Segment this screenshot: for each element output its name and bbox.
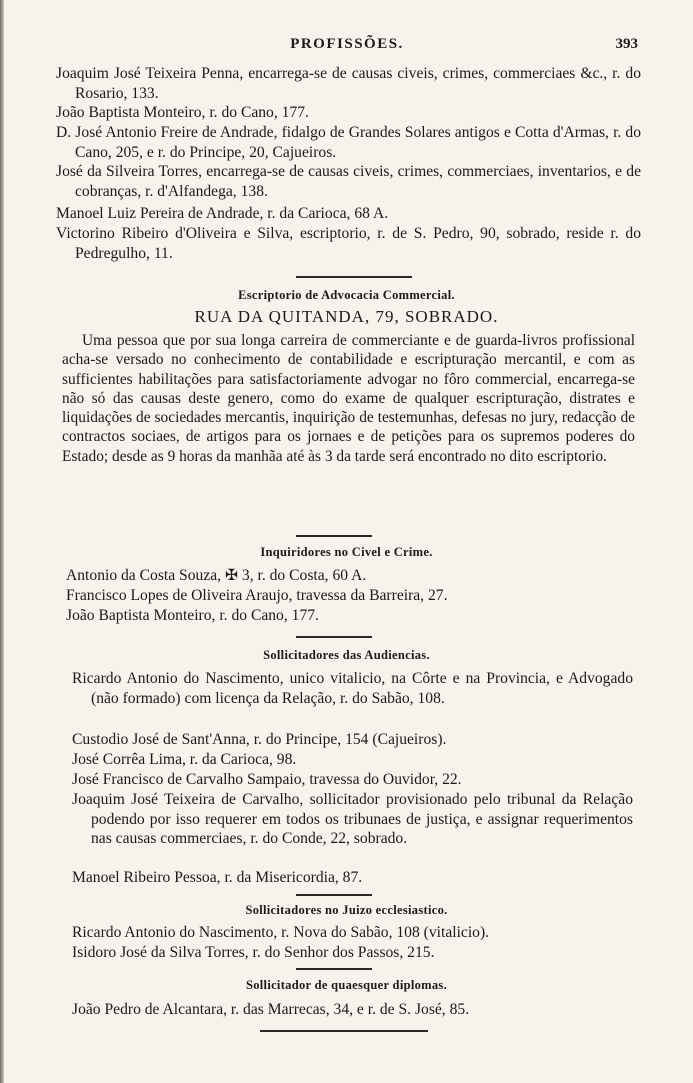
list-item: Antonio da Costa Souza, ✠ 3, r. do Costa, 60 A. <box>66 567 367 584</box>
list-item: Joaquim José Teixeira de Carvalho, sollicitador provisionado pelo tribunal da Relação podendo por isso requerer em todos os tribunaes de justiça, e assignar requerimentos nas causas commerciaes, r. do Conde, 22, sobrado. <box>72 791 633 847</box>
list-item: Joaquim José Teixeira Penna, encarrega-se de causas civeis, crimes, commerciaes &c., r. do Rosario, 133. <box>56 65 641 102</box>
list-item: Manoel Ribeiro Pessoa, r. da Misericordia, 87. <box>72 869 363 886</box>
page-number: 393 <box>615 36 638 52</box>
section-divider <box>296 276 412 278</box>
section-heading: Sollicitadores no Juizo ecclesiastico. <box>245 903 448 917</box>
section-heading: Sollicitador de quaesquer diplomas. <box>245 978 448 992</box>
list-item: Victorino Ribeiro d'Oliveira e Silva, escriptorio, r. de S. Pedro, 90, sobrado, reside r. do Pedregulho, 11. <box>56 225 641 262</box>
list-item: D. José Antonio Freire de Andrade, fidalgo de Grandes Solares antigos e Cotta d'Armas, r. do Cano, 205, e r. do Principe, 20, Cajueiros. <box>56 124 641 161</box>
list-item: Ricardo Antonio do Nascimento, r. Nova do Sabão, 108 (vitalicio). <box>72 924 490 941</box>
list-item: Manoel Luiz Pereira de Andrade, r. da Carioca, 68 A. <box>56 205 389 222</box>
list-item: João Pedro de Alcantara, r. das Marrecas, 34, e r. de S. José, 85. <box>72 1001 470 1018</box>
list-item: João Baptista Monteiro, r. do Cano, 177. <box>66 607 319 624</box>
page-binding-edge <box>0 0 4 1083</box>
list-item: Francisco Lopes de Oliveira Araujo, travessa da Barreira, 27. <box>66 587 448 604</box>
list-item: Isidoro José da Silva Torres, r. do Senhor dos Passos, 215. <box>72 944 435 961</box>
section-divider <box>296 894 372 896</box>
section-heading: Sollicitadores das Audiencias. <box>263 648 430 662</box>
running-title: PROFISSÕES. <box>290 36 404 52</box>
list-item: José Francisco de Carvalho Sampaio, travessa do Ouvidor, 22. <box>72 771 462 788</box>
section-heading: Escriptorio de Advocacia Commercial. <box>238 288 455 302</box>
list-item: José da Silveira Torres, encarrega-se de causas civeis, crimes, commerciaes, inventarios, e de cobranças, r. d'Alfandega, 138. <box>56 163 641 200</box>
closing-rule <box>260 1030 428 1032</box>
section-subheading: RUA DA QUITANDA, 79, SOBRADO. <box>194 307 499 326</box>
section-paragraph: Uma pessoa que por sua longa carreira de commerciante e de guarda-livros profissional acha-se versado no conhecimento de contabilidade e escripturação mercantil, e com as sufficientes habilitações para satisfactoriamente advogar no fôro commercial, encarrega-se não só das causas deste genero, como do exame de qualquer escripturação, distrates e liquidações de sociedades mercantis, inquirição de testemunhas, defesas no jury, redacção de contractos sociaes, de artigos para os jornaes e de petições para os supremos poderes do Estado; desde as 9 horas da manhãa até às 3 da tarde será encontrado no dito escriptorio. <box>62 332 635 465</box>
section-divider <box>296 535 372 537</box>
section-divider <box>296 968 372 970</box>
section-heading: Inquiridores no Civel e Crime. <box>260 545 433 559</box>
list-item: José Corrêa Lima, r. da Carioca, 98. <box>72 751 297 768</box>
page-header <box>56 36 638 60</box>
list-item: Custodio José de Sant'Anna, r. do Principe, 154 (Cajueiros). <box>72 731 447 748</box>
section-divider <box>296 636 372 638</box>
list-item: João Baptista Monteiro, r. do Cano, 177. <box>56 104 309 121</box>
list-item: Ricardo Antonio do Nascimento, unico vitalicio, na Côrte e na Provincia, e Advogado (não formado) com licença da Relação, r. do Sabão, 108. <box>72 670 633 707</box>
